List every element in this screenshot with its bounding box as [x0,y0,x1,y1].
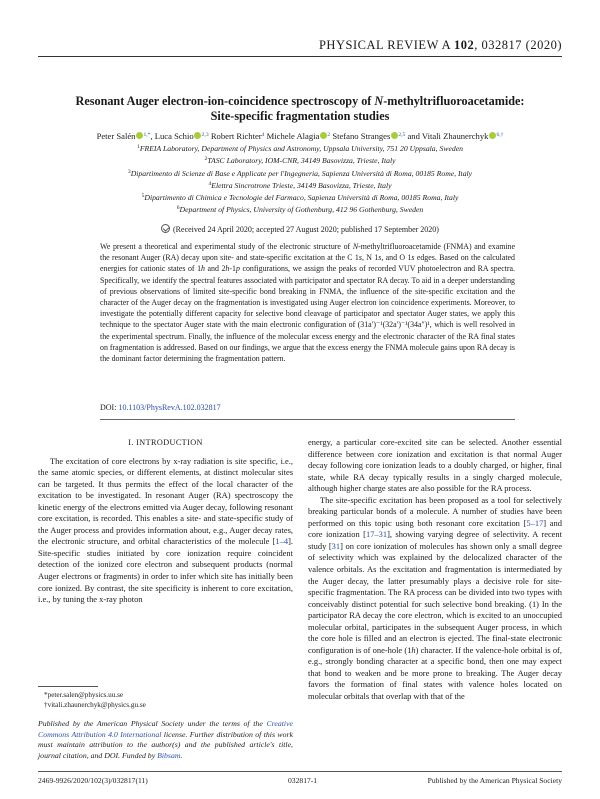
title-part: -methyltrifluoroacetamide: [383,94,525,108]
footer-publisher: Published by the American Physical Society [427,776,562,785]
affiliation: $^2$TASC Laboratory, IOM-CNR, 34149 Basovizza, Trieste, Italy [204,156,396,166]
orcid-icon[interactable] [489,132,496,139]
received-text: (Received 24 April 2020; accepted 27 August 2020; published 17 September 2020) [173,225,439,234]
affiliations [40,142,560,216]
license-link[interactable]: Creative Commons Attribution 4.0 International [38,719,293,739]
orcid-icon[interactable] [320,132,327,139]
footnote-email[interactable]: †vitali.zhaunerchyk@physics.gu.se [44,701,146,709]
abstract-rule [100,419,515,420]
title-line-2: Site-specific fragmentation studies [210,109,390,123]
affiliation: $^6$Department of Physics, University of Gothenburg, 412 96 Gothenburg, Sweden [176,205,424,215]
footnote-email[interactable]: *peter.salen@physics.uu.se [44,691,124,699]
affiliation: $^4$Elettra Sincrotrone Trieste, 34149 Basovizza, Trieste, Italy [208,180,392,190]
doi [100,403,221,412]
affiliation: $^1$FREIA Laboratory, Department of Physics and Astronomy, Uppsala University, 751 20 Uppsala, Sweden [137,144,463,153]
author[interactable]: Stefano Stranges $^{2,5}$ [332,131,406,141]
author[interactable]: Vitali Zhaunerchyk $^{6,\dagger}$ [421,131,504,141]
footer-rule [38,771,562,772]
left-column [38,437,293,606]
page-number: 032817-1 [288,776,318,785]
citation-link[interactable]: 31 [331,540,341,551]
citation-link[interactable]: 17–31 [365,529,388,540]
journal-name: PHYSICAL REVIEW A [318,38,451,52]
funder-link[interactable]: Bibsam [157,750,181,760]
title-part: Resonant Auger electron-ion-coincidence spectroscopy of [75,94,375,108]
author[interactable]: Peter Salén $^{1,*}$ [96,131,151,141]
author[interactable]: Michele Alagia $^2$ [266,131,331,141]
received-dates [40,224,560,234]
citation-link[interactable]: 5–17 [526,517,544,528]
footer-issn: 2469-9926/2020/102(3)/032817(11) [38,776,148,785]
doi-label: DOI: [100,403,119,412]
publisher-note: Published by the American Physical Society under the terms of the Creative Commons Attribution 4.0 International license. Further distribution of this work must maintain attribution to the author(s) and the published article's title, journal citation, and DOI. Funded by Bibsam. [38,719,293,760]
affiliation: $^3$Dipartimento di Scienze di Base e Applicate per l'Ingegneria, Sapienza Università di Roma, 00185 Rome, Italy [127,168,473,178]
title-italic: N [374,94,384,108]
paragraph: energy, a particular core-excited site can be selected. Another essential difference between core ionization and excitation is that normal Auger decay following core ionization leads to a doubly charged, or higher, final state, while RA decay typically results in a singly charged molecule, although higher charge states are also possible for the RA process. [308,437,562,494]
abstract: We present a theoretical and experimental study of the electronic structure of N-methyltrifluoroacetamide (FNMA) and examine the resonant Auger (RA) decay upon site- and state-specific excitation at the C 1s, N 1s, and O 1s edges. Based on the calculated energies for cationic states of 1h and 2h-1p configurations, we assign the peaks of recorded VUV photoelectron and RA spectra. Specifically, we identify the spectral features associated with participator and spectator RA decay. To aid in a deeper understanding of previous observations of limited site-specific bond breaking in FNMA, the influence of the site-specific excitation and the character of the Auger decay on the fragmentation is investigated using Auger electron ion coincidence experiments. Moreover, to investigate the potentially different capacity for selective bond cleavage of participator and spectator Auger states, we apply this technique to the spectator Auger state with the main electronic configuration of (31a′)⁻¹(32a′)⁻¹(34a″)¹, which is well resolved in the experimental spectrum. Finally, the influence of the molecular excess energy and the electronic character of the RA final states on fragmentation is addressed. Based on our findings, we argue that the excess energy the FNMA molecule gains upon RA decay is the dominant factor determining the fragmentation pattern. [100,242,516,364]
author[interactable]: Robert Richter$^4$ [210,131,265,141]
footnotes [38,690,293,710]
journal-article-info: , 032817 (2020) [474,38,562,52]
journal-volume: 102 [454,38,475,52]
paragraph: The excitation of core electrons by x-ray radiation is site specific, i.e., the same atomic species, or different elements, at distinct molecular sites can be targeted. It thus permits the effect of the local character of the excitation to be investigated. In resonant Auger (RA) spectroscopy the kinetic energy of the electrons emitted via Auger decay, following resonant core excitation, is recorded. This enables a site- and state-specific study of the Auger process and provides information about, e.g., Auger decay rates, the electronic structure, and orbital characteristics of the molecule [1–4]. Site-specific studies initiated by core ionization require coincident detection of the ionized core electron and subsequent products (normal Auger electrons or fragments) in order to infer which site has initially been core ionized. By contrast, the site specificity is inherent to core excitation, i.e., by tuning the x-ray photon [38,455,293,605]
doi-link[interactable]: 10.1103/PhysRevA.102.032817 [118,403,221,412]
journal-header [319,38,562,53]
footnote-rule [38,686,98,687]
affiliation: $^5$Dipartimento di Chimica e Tecnologie del Farmaco, Sapienza Università di Roma, 00185 Roma, Italy [141,193,459,203]
orcid-icon[interactable] [391,132,398,139]
citation-link[interactable]: 1–4 [275,536,289,547]
author[interactable]: Luca Schio $^{2,3}$ [154,131,209,141]
right-column [308,437,562,703]
header-rule [38,56,562,57]
orcid-icon[interactable] [194,132,201,139]
check-for-updates-icon[interactable] [161,224,170,233]
paragraph: The site-specific excitation has been proposed as a tool for selectively breaking particular bonds of a molecule. A number of studies have been performed on this topic using both resonant core excitation [5–17] and core ionization [17–31], showing varying degree of selectivity. A recent study [31] on core ionization of molecules has shown only a small degree of selectivity which was explained by the delocalized character of the valence orbitals. As the excitation and fragmentation is intermediated by the Auger decay, the latter presumably plays a decisive role for site-specific fragmentation. The RA process can be divided into two types with conceivably distinct potential for such selective bond breaking. (1) In the participator RA decay the core electron, which is excited to an unoccupied molecular orbital, participates in the subsequent Auger process, in which the core hole is filled and an electron is ejected. The final-state electronic configuration is of one-hole (1h) character. If the valence-hole orbital is of, e.g., strongly bonding character at a specific bond, then one may expect that bond to weaken and be more prone to breaking. The Auger decay favors the formation of final states with valence holes located on molecular orbitals that overlap with that of the [308,494,562,702]
section-heading: I. INTRODUCTION [128,438,203,447]
orcid-icon[interactable] [136,132,143,139]
author-list: Peter Salén $^{1,*}$, Luca Schio $^{2,3}$ Robert Richter$^4$ Michele Alagia $^2$ Stefano Stranges $^{2,5}$ and Vitali Zhaunerchyk $^{6,\dagger}$ [96,131,504,141]
paper-title [60,94,540,124]
